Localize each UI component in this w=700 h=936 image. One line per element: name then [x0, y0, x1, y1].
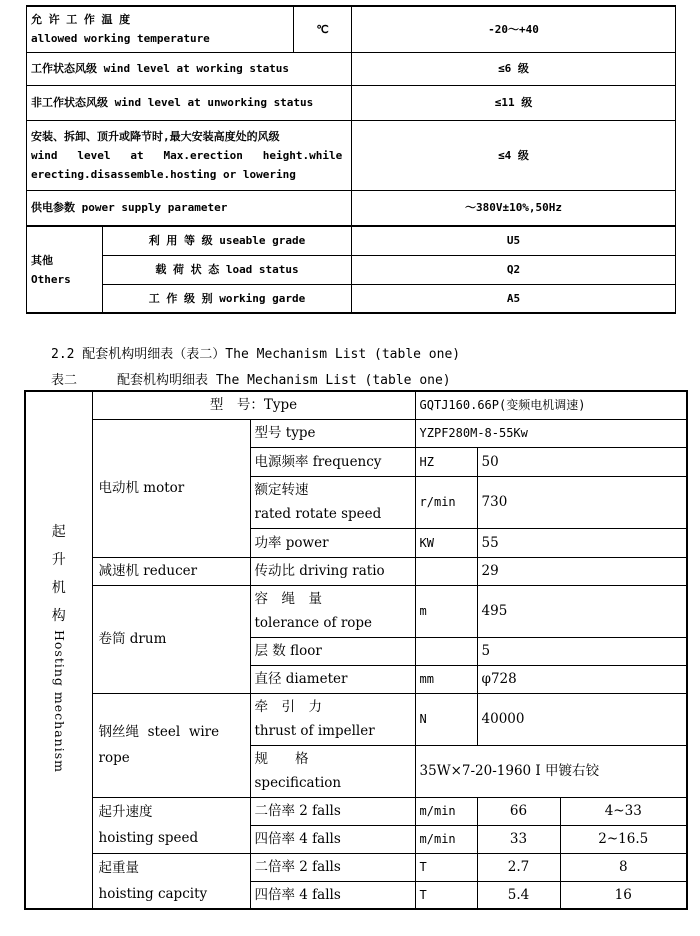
param-cell: 传动比 driving ratio — [250, 557, 415, 585]
value-cell: 33 — [477, 825, 560, 853]
value-cell: 29 — [477, 557, 687, 585]
value-cell: φ728 — [477, 665, 687, 693]
row-label: 载 荷 状 态 load status — [103, 255, 352, 284]
value-cell: 55 — [477, 528, 687, 557]
row-label — [27, 6, 294, 52]
param-line: 牵 引 力 — [254, 699, 322, 715]
value-cell: Q2 — [352, 255, 676, 284]
motor-label: 电动机 motor — [92, 419, 250, 557]
mechanism-table — [24, 390, 688, 910]
param-line: 规 格 — [254, 751, 309, 767]
value-cell: 5.4 — [477, 881, 560, 909]
param-line: 额定转速 — [254, 482, 309, 498]
table-row — [25, 557, 687, 585]
label-cn: 允 许 工 作 温 度 — [31, 13, 131, 27]
label-line: 安装、拆卸、顶升或降节时,最大安装高度处的风级 — [31, 129, 280, 143]
value-cell: 40000 — [477, 693, 687, 745]
type-label: 型 号：Type — [92, 391, 415, 419]
falls-cell: 四倍率 4 falls — [250, 825, 415, 853]
side-char: 机 — [51, 579, 66, 596]
param-line: rated rotate speed — [254, 506, 382, 522]
falls-cell: 四倍率 4 falls — [250, 881, 415, 909]
value-cell: 8 — [560, 853, 687, 881]
param-line: specification — [254, 775, 342, 791]
value-cell: 16 — [560, 881, 687, 909]
table-row — [25, 797, 687, 825]
drum-label: 卷筒 drum — [92, 585, 250, 693]
param-cell — [250, 745, 415, 797]
table-row — [27, 120, 676, 190]
hoisting-speed-label — [92, 797, 250, 853]
side-char: 构 — [51, 607, 66, 624]
table-row — [27, 226, 676, 255]
row-label: 工作状态风级 wind level at working status — [27, 52, 352, 85]
label-en: allowed working temperature — [31, 32, 210, 46]
param-cell: 型号 type — [250, 419, 415, 447]
unit-cell: T — [415, 853, 477, 881]
label-cn: 其他 — [31, 253, 53, 267]
unit-cell: YZPF280M-8-55Kw — [415, 419, 687, 447]
unit-cell: m/min — [415, 797, 477, 825]
label-line: 钢丝绳 steel wire — [98, 724, 220, 740]
falls-cell: 二倍率 2 falls — [250, 853, 415, 881]
side-label — [25, 391, 92, 909]
value-cell: 495 — [477, 585, 687, 637]
unit-cell: HZ — [415, 447, 477, 476]
table-number: 表二 — [51, 373, 78, 388]
value-cell: 2~16.5 — [560, 825, 687, 853]
row-label — [27, 120, 352, 190]
unit-cell — [415, 637, 477, 665]
value-cell: 4~33 — [560, 797, 687, 825]
value-cell: -20～+40 — [352, 6, 676, 52]
side-char: 升 — [51, 551, 66, 568]
table-row — [25, 693, 687, 745]
unit-cell: mm — [415, 665, 477, 693]
unit-cell — [415, 557, 477, 585]
row-label: 利 用 等 级 useable grade — [103, 226, 352, 255]
param-line: 容 绳 量 — [254, 591, 322, 607]
others-label — [27, 226, 103, 313]
table-row — [27, 85, 676, 120]
unit-cell: m/min — [415, 825, 477, 853]
value-cell: 35W×7-20-1960 I 甲镀右铰 — [415, 745, 687, 797]
type-value: GQTJ160.66P(变频电机调速) — [415, 391, 687, 419]
param-cell: 电源频率 frequency — [250, 447, 415, 476]
label-line: hoisting speed — [98, 830, 199, 846]
table-row — [25, 853, 687, 881]
label-line: erecting.disassemble.hosting or lowering — [31, 167, 296, 181]
value-cell: 5 — [477, 637, 687, 665]
label-line: rope — [98, 750, 130, 766]
value-cell: ～380V±10%,50Hz — [352, 190, 676, 226]
param-cell: 直径 diameter — [250, 665, 415, 693]
value-cell: 50 — [477, 447, 687, 476]
unit-cell: ℃ — [294, 6, 352, 52]
row-label: 供电参数 power supply parameter — [27, 190, 352, 226]
param-cell: 层 数 floor — [250, 637, 415, 665]
label-line: 起重量 — [98, 859, 139, 876]
unit-cell: m — [415, 585, 477, 637]
table-row — [27, 255, 676, 284]
section-title: 2.2 配套机构明细表（表二）The Mechanism List (table one) — [51, 347, 461, 362]
value-cell: A5 — [352, 284, 676, 313]
side-label-en: Hosting mechanism — [51, 629, 67, 773]
value-cell: 2.7 — [477, 853, 560, 881]
unit-cell: r/min — [415, 476, 477, 528]
param-cell — [250, 693, 415, 745]
table-row — [27, 190, 676, 226]
param-cell — [250, 476, 415, 528]
rope-label — [92, 693, 250, 797]
param-cell — [250, 585, 415, 637]
value-cell: ≤4 级 — [352, 120, 676, 190]
table-row — [27, 6, 676, 52]
table-row — [25, 585, 687, 637]
table-caption: 配套机构明细表 The Mechanism List (table one) — [117, 373, 451, 388]
value-cell: 730 — [477, 476, 687, 528]
table-row — [25, 391, 687, 419]
param-line: tolerance of rope — [254, 615, 373, 631]
value-cell: U5 — [352, 226, 676, 255]
label-en: Others — [31, 272, 71, 286]
label-line: 起升速度 — [98, 804, 153, 820]
unit-cell: T — [415, 881, 477, 909]
value-cell: 66 — [477, 797, 560, 825]
side-char: 起 — [51, 523, 66, 540]
label-line: hoisting capcity — [98, 885, 208, 902]
row-label: 非工作状态风级 wind level at unworking status — [27, 85, 352, 120]
table-row — [25, 419, 687, 447]
reducer-label: 减速机 reducer — [92, 557, 250, 585]
table-row — [27, 284, 676, 313]
param-cell: 功率 power — [250, 528, 415, 557]
env-parameters-table — [26, 5, 676, 314]
row-label: 工 作 级 别 working garde — [103, 284, 352, 313]
label-line: wind level at Max.erection height.while — [31, 148, 343, 162]
falls-cell: 二倍率 2 falls — [250, 797, 415, 825]
value-cell: ≤11 级 — [352, 85, 676, 120]
hoisting-capacity-label — [92, 853, 250, 909]
value-cell: ≤6 级 — [352, 52, 676, 85]
table-row — [27, 52, 676, 85]
param-line: thrust of impeller — [254, 723, 375, 739]
unit-cell: KW — [415, 528, 477, 557]
unit-cell: N — [415, 693, 477, 745]
